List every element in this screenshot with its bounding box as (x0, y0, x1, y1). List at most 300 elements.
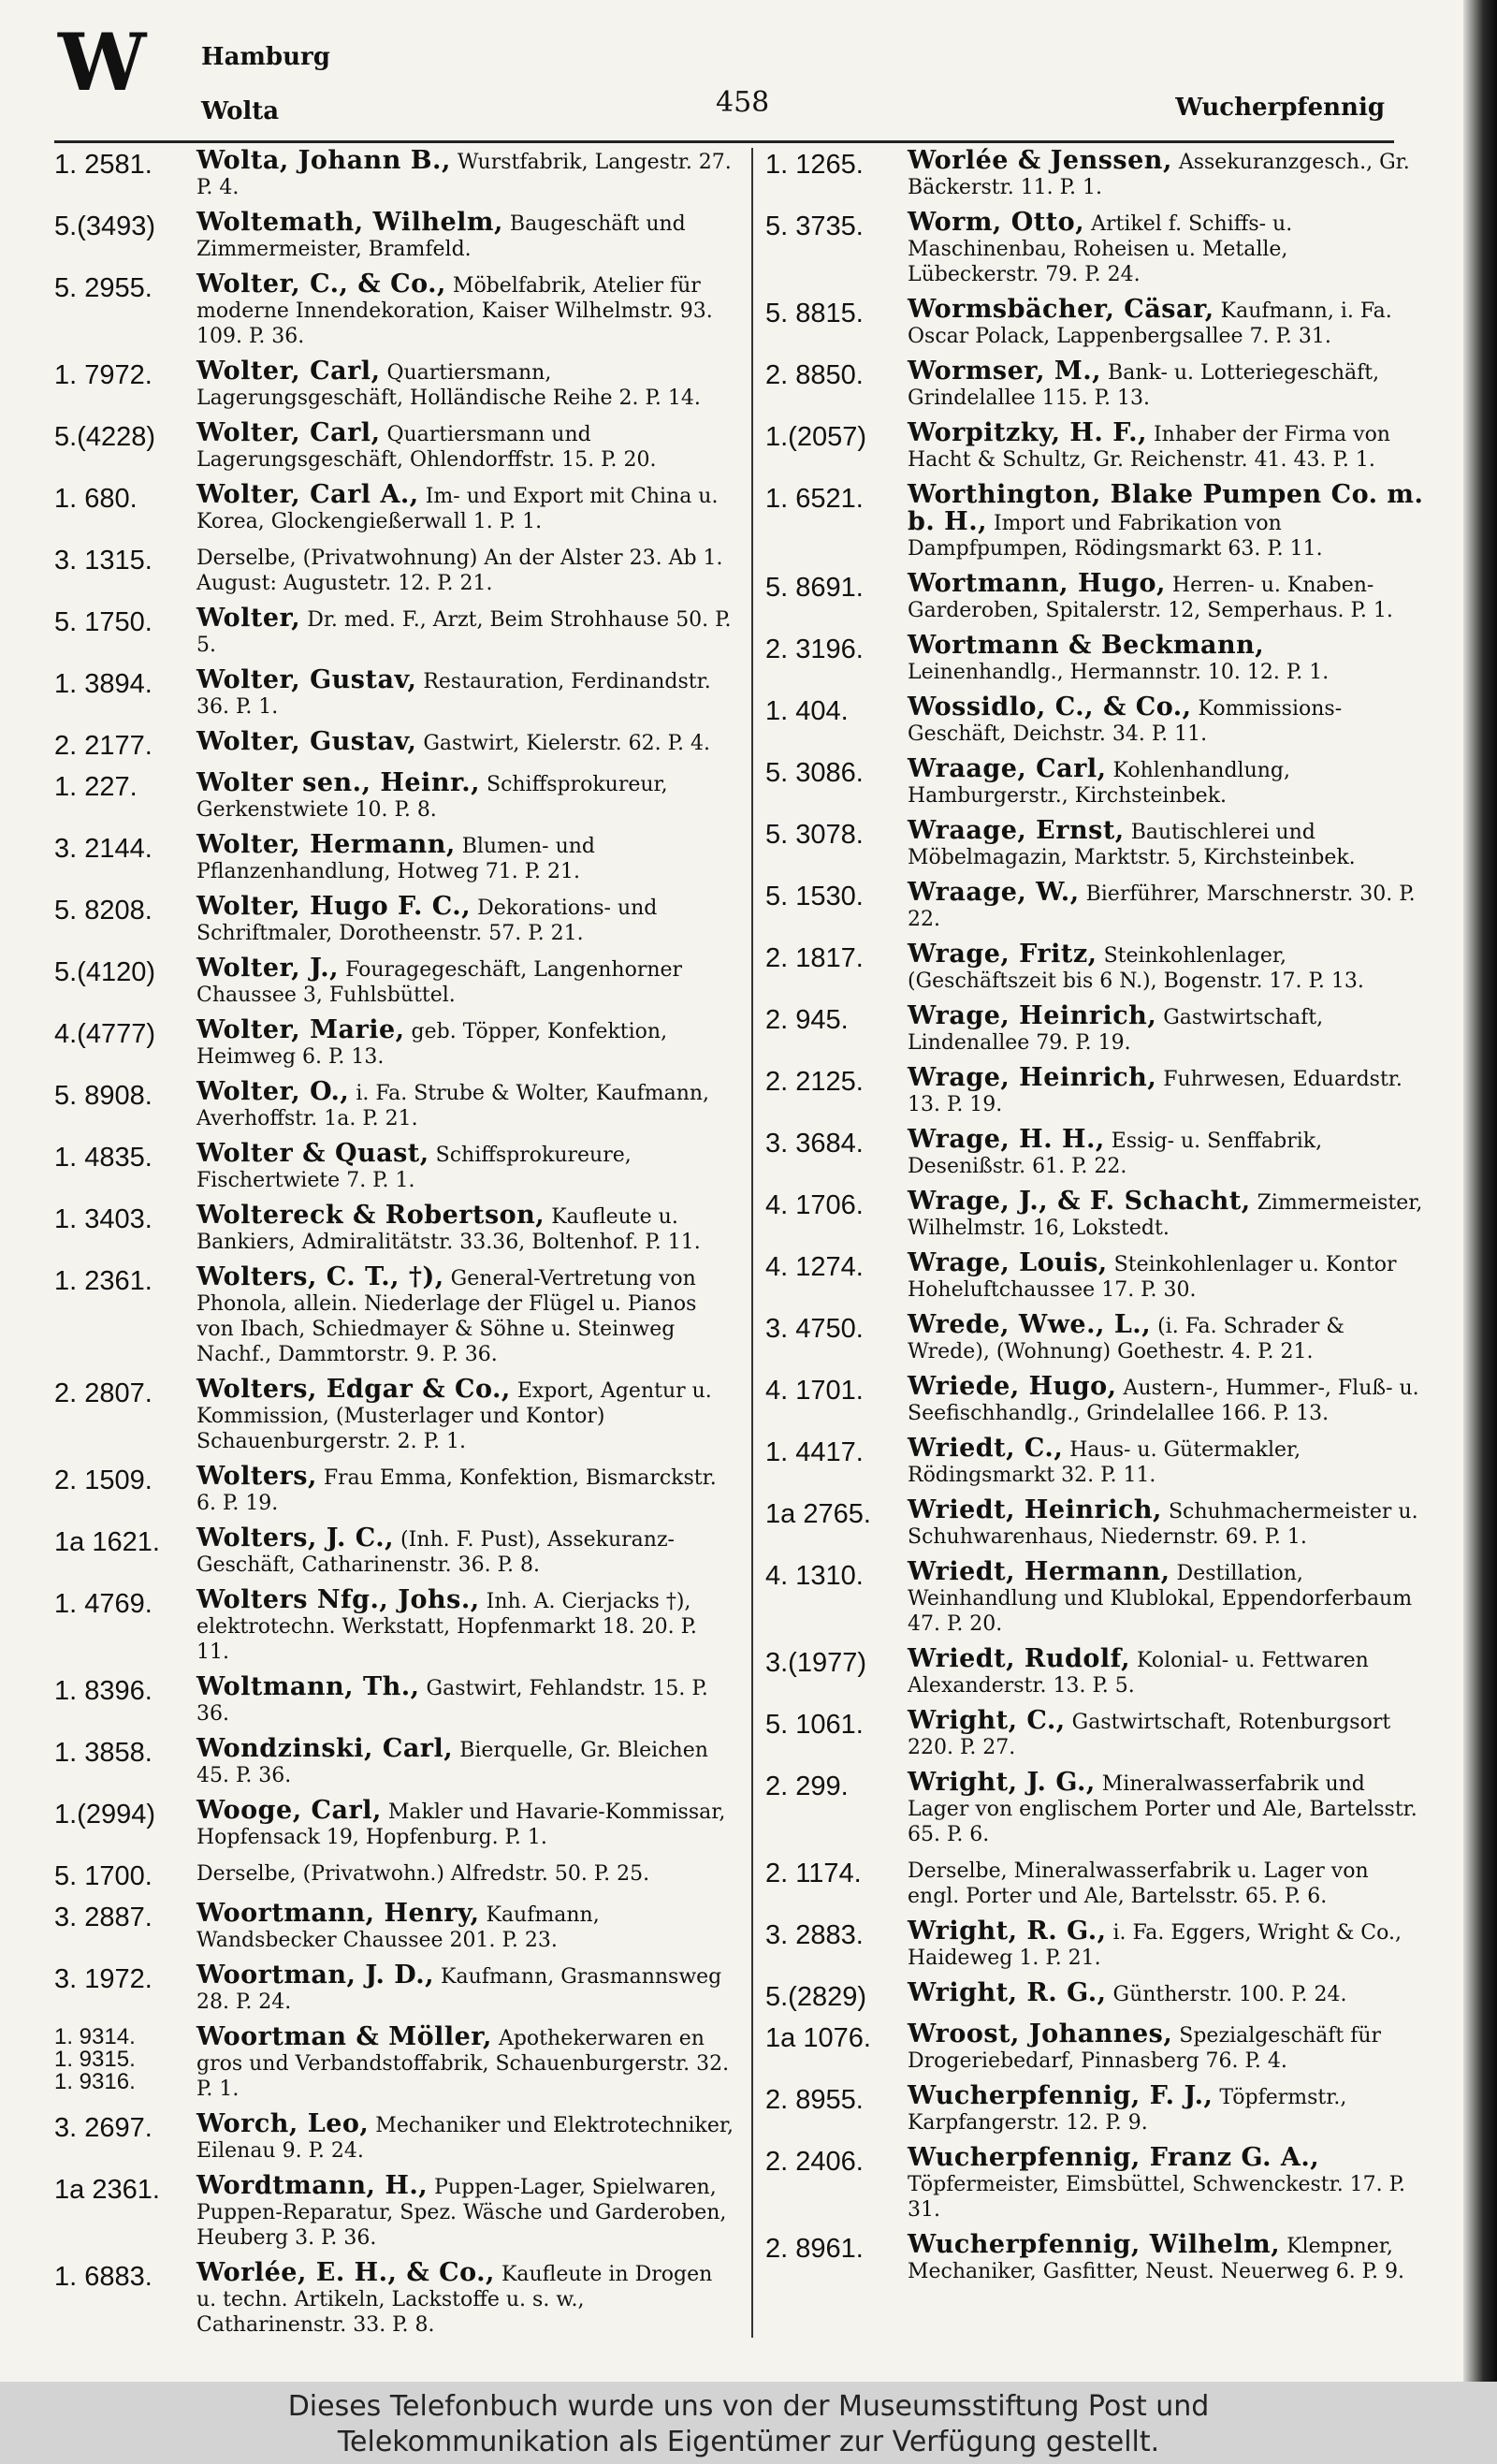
entry-text (908, 1003, 1425, 1056)
directory-entry (765, 1770, 1425, 1847)
directory-entry (765, 1003, 1425, 1056)
entry-name: Wriedt, Hermann, (908, 1557, 1170, 1586)
entry-text (196, 955, 734, 1008)
entry-details: Fouragegeschäft, Langenhorner Chaussee 3, Fuhlsbüttel. (196, 958, 683, 1007)
page-edge-shadow (1463, 0, 1497, 2382)
phone-number: 1a 1621. (54, 1527, 160, 1557)
entry-text (196, 1798, 734, 1850)
entry-details: Quartiersmann und Lagerungsgeschäft, Ohlendorffstr. 15. P. 20. (196, 423, 657, 472)
entry-name: Wossidlo, C., & Co., (908, 693, 1192, 722)
entry-name: Worch, Leo, (196, 2109, 370, 2138)
entry-details: Artikel f. Schiffs- u. Maschinenbau, Roheisen u. Metalle, Lübeckerstr. 79. P. 24. (908, 212, 1293, 286)
phone-number: 1. 2361. (54, 1266, 153, 1296)
entry-text (196, 2260, 734, 2338)
footer-line-1: Dieses Telefonbuch wurde uns von der Museumsstiftung Post und (287, 2390, 1210, 2423)
entry-details: Apothekerwaren en gros und Verbandstoffabrik, Schauenburgerstr. 32. P. 1. (196, 2027, 730, 2101)
entry-name: Woltereck & Robertson, (196, 1201, 545, 1230)
entry-text (908, 1250, 1425, 1303)
phone-number: 1. 3858. (54, 1738, 153, 1768)
phone-number: 3. 2697. (54, 2113, 153, 2143)
directory-entry (54, 2173, 734, 2251)
entry-details: Zimmermeister, Wilhelmstr. 16, Lokstedt. (908, 1191, 1423, 1240)
entry-text (196, 210, 734, 262)
entry-details: Makler und Havarie-Kommissar, Hopfensack 19, Hopfenburg. P. 1. (196, 1801, 726, 1849)
entry-text (196, 148, 734, 200)
entry-details: Inhaber der Firma von Hacht & Schultz, Gr. Reichenstr. 41. 43. P. 1. (908, 423, 1390, 472)
entry-text (908, 2145, 1425, 2223)
directory-entry (765, 1708, 1425, 1760)
entry-name: Wooge, Carl, (196, 1796, 382, 1825)
entry-name: Worlée, E. H., & Co., (196, 2258, 495, 2287)
entry-name: Wrage, Fritz, (908, 940, 1097, 969)
entry-details: Essig- u. Senffabrik, Desenißstr. 61. P. 22. (908, 1130, 1323, 1178)
entry-details: Fuhrwesen, Eduardstr. 13. P. 19. (908, 1068, 1403, 1116)
phone-number: 2. 1817. (765, 943, 864, 973)
entry-name: Wraage, Ernst, (908, 816, 1125, 845)
entry-details: Kommissions-Geschäft, Deichstr. 34. P. 11. (908, 697, 1343, 746)
entry-details: Gastwirt, Kielerstr. 62. P. 4. (416, 732, 710, 755)
entry-text (908, 633, 1425, 685)
entry-text (908, 1436, 1425, 1488)
phone-number: 5. 1530. (765, 882, 864, 911)
entry-text (908, 482, 1425, 561)
entry-name: Wriedt, Rudolf, (908, 1644, 1131, 1673)
phone-number: 2. 2177. (54, 731, 153, 761)
phone-number: 4. 1701. (765, 1376, 864, 1406)
entry-text (196, 1901, 734, 1953)
entry-text (908, 1559, 1425, 1637)
entry-text (196, 1017, 734, 1070)
entry-text (908, 1918, 1425, 1971)
entry-text (908, 756, 1425, 809)
entry-name: Worpitzky, H. F., (908, 418, 1147, 447)
phone-number: 1. 4769. (54, 1589, 153, 1619)
phone-number: 1. 8396. (54, 1676, 153, 1706)
entry-name: Wraage, W., (908, 878, 1080, 907)
entry-text (196, 1736, 734, 1788)
entry-text (196, 1674, 734, 1727)
entry-name: Wordtmann, H., (196, 2171, 429, 2200)
phone-number: 3. 1972. (54, 1964, 153, 1994)
entry-details: Kaufleute in Drogen u. techn. Artikeln, Lackstoffe u. s. w., Catharinenstr. 33. P. 8. (196, 2263, 713, 2337)
entry-text (196, 1203, 734, 1255)
directory-entry (54, 544, 734, 596)
phone-number: 1. 2581. (54, 150, 153, 180)
entry-name: Wondzinski, Carl, (196, 1734, 454, 1763)
entry-details: Steinkohlenlager, (Geschäftszeit bis 6 N.), Bogenstr. 17. P. 13. (908, 944, 1364, 993)
entry-details: (Inh. F. Pust), Assekuranz-Geschäft, Catharinenstr. 36. P. 8. (196, 1528, 675, 1577)
directory-entry (54, 770, 734, 823)
entry-text (196, 1525, 734, 1578)
entry-text (908, 1188, 1425, 1241)
entry-text (196, 605, 734, 658)
phone-number: 4. 1274. (765, 1252, 864, 1282)
directory-entry (765, 297, 1425, 349)
phone-number: 2. 1509. (54, 1465, 153, 1495)
entry-details: Inh. A. Cierjacks †), elektrotechn. Werkstatt, Hopfenmarkt 18. 20. P. 11. (196, 1590, 697, 1664)
entry-details: Güntherstr. 100. P. 24. (1106, 1983, 1347, 2006)
phone-number: 1. 4835. (54, 1143, 153, 1173)
directory-entry (54, 1674, 734, 1727)
entry-name: Wright, R. G., (908, 1917, 1107, 1946)
entry-details: Dekorations- und Schriftmaler, Dorotheenstr. 57. P. 21. (196, 897, 658, 945)
directory-entry (765, 941, 1425, 994)
phone-number: 5. 3078. (765, 820, 864, 850)
entry-details: Wurstfabrik, Langestr. 27. P. 4. (196, 151, 732, 199)
phone-number: 2. 299. (765, 1771, 849, 1801)
header-city: Hamburg (201, 43, 330, 71)
entry-name: Wolter, (196, 604, 301, 633)
footer-notice (0, 2382, 1497, 2464)
directory-entry (54, 1736, 734, 1788)
entry-name: Wolter, Hugo F. C., (196, 892, 472, 921)
phone-number: 5.(3493) (54, 211, 156, 241)
entry-text (196, 894, 734, 946)
directory-entry (765, 1374, 1425, 1426)
entry-name: Wolter, Carl, (196, 418, 381, 447)
entry-name: Wrage, J., & F. Schacht, (908, 1187, 1251, 1216)
directory-entry (765, 571, 1425, 623)
entry-name: Wrede, Wwe., L., (908, 1310, 1152, 1339)
entry-name: Wolter, Gustav, (196, 665, 417, 694)
page-number: 458 (716, 86, 770, 119)
entry-text (908, 2232, 1425, 2284)
entry-details: Baugeschäft und Zimmermeister, Bramfeld. (196, 212, 686, 261)
entry-details: Kolonial- u. Fettwaren Alexanderstr. 13. P. 5. (908, 1649, 1369, 1698)
phone-number: 1.(2057) (765, 422, 867, 452)
directory-entry (765, 1857, 1425, 1909)
directory-entry (54, 729, 734, 761)
directory-entry (54, 605, 734, 658)
entry-text (908, 148, 1425, 200)
directory-entry (765, 2021, 1425, 2074)
entry-details: Klempner, Mechaniker, Gasfitter, Neust. Neuerweg 6. P. 9. (908, 2235, 1404, 2283)
entry-text (908, 210, 1425, 287)
entry-details: Derselbe, (Privatwohnung) An der Alster 23. Ab 1. August: Augustetr. 12. P. 21. (196, 547, 723, 595)
phone-number: 5. 3735. (765, 211, 864, 241)
phone-number: 1. 9314. 1. 9315. 1. 9316. (54, 2024, 136, 2094)
entry-name: Wolta, Johann B., (196, 146, 451, 175)
directory-entry (765, 694, 1425, 747)
entry-name: Wolters, J. C., (196, 1524, 395, 1553)
entry-text (196, 1859, 734, 1891)
entry-details: Mechaniker und Elektrotechniker, Eilenau 9. P. 24. (196, 2114, 734, 2163)
entry-details: Kohlenhandlung, Hamburgerstr., Kirchsteinbek. (908, 759, 1291, 808)
directory-entry (54, 1141, 734, 1193)
phone-number: 2. 2406. (765, 2147, 864, 2177)
phone-number: 1.(2994) (54, 1800, 156, 1830)
entry-details: geb. Töpper, Konfektion, Heimweg 6. P. 13. (196, 1020, 668, 1069)
entry-text (908, 1646, 1425, 1699)
directory-entry (54, 1079, 734, 1131)
entry-name: Wucherpfennig, Franz G. A., (908, 2143, 1320, 2172)
phone-number: 2. 945. (765, 1005, 849, 1035)
directory-entry (765, 1127, 1425, 1179)
directory-entry (765, 880, 1425, 932)
entry-details: Import und Fabrikation von Dampfpumpen, Rödingsmarkt 63. P. 11. (908, 512, 1323, 561)
entry-name: Woortmann, Henry, (196, 1899, 480, 1928)
phone-number: 1. 7972. (54, 360, 153, 390)
directory-entry (765, 633, 1425, 685)
phone-number: 2. 8850. (765, 360, 864, 390)
entry-details: Schuhmachermeister u. Schuhwarenhaus, Niedernstr. 69. P. 1. (908, 1500, 1418, 1549)
entry-text (908, 941, 1425, 994)
entry-details: Töpfermstr., Karpfangerstr. 12. P. 9. (908, 2086, 1347, 2135)
entry-details: Herren- u. Knaben-Garderoben, Spitalerstr. 12, Semperhaus. P. 1. (908, 574, 1393, 622)
phone-number: 3. 1315. (54, 546, 153, 576)
entry-details: Frau Emma, Konfektion, Bismarckstr. 6. P. 19. (196, 1466, 717, 1515)
phone-number: 3. 3684. (765, 1129, 864, 1159)
phone-number: 5. 1750. (54, 607, 153, 637)
entry-details: Schiffsprokureure, Fischertwiete 7. P. 1. (196, 1144, 632, 1192)
entry-name: Wriede, Hugo, (908, 1372, 1117, 1401)
directory-entry (54, 210, 734, 262)
phone-number: 3. 2883. (765, 1920, 864, 1950)
entry-text (196, 1377, 734, 1454)
entry-name: Woltmann, Th., (196, 1672, 420, 1701)
directory-entry (54, 2260, 734, 2338)
entry-name: Wolter, O., (196, 1077, 350, 1106)
entry-name: Wolter, Marie, (196, 1015, 405, 1044)
entry-text (908, 297, 1425, 349)
directory-entry (765, 1436, 1425, 1488)
entry-name: Wolter, Carl, (196, 357, 381, 386)
directory-entry (765, 148, 1425, 200)
directory-entry (54, 1377, 734, 1454)
phone-number: 5. 3086. (765, 758, 864, 788)
entry-name: Worthington, Blake Pumpen Co. m. b. H., (908, 480, 1424, 536)
directory-entry (765, 1497, 1425, 1550)
entry-name: Wraage, Carl, (908, 754, 1107, 783)
phone-number: 2. 2125. (765, 1067, 864, 1097)
entry-details: Derselbe, (Privatwohn.) Alfredstr. 50. P. 25. (196, 1862, 650, 1886)
directory-entry (765, 482, 1425, 561)
entry-text (196, 271, 734, 349)
entry-name: Wormsbächer, Cäsar, (908, 295, 1214, 324)
directory-entry (54, 1017, 734, 1070)
directory-entry (54, 1203, 734, 1255)
directory-entry (765, 756, 1425, 809)
directory-entry (765, 210, 1425, 287)
directory-entry (54, 1798, 734, 1850)
entry-name: Wucherpfennig, Wilhelm, (908, 2230, 1281, 2259)
entry-name: Wrage, Heinrich, (908, 1001, 1157, 1030)
phone-number: 1. 227. (54, 772, 138, 802)
entry-text (908, 571, 1425, 623)
entry-name: Wroost, Johannes, (908, 2019, 1173, 2048)
entry-text (196, 1464, 734, 1516)
phone-number: 3. 4750. (765, 1314, 864, 1344)
entry-details: Destillation, Weinhandlung und Klublokal, Eppendorferbaum 47. P. 20. (908, 1562, 1413, 1636)
entry-text (908, 1065, 1425, 1117)
entry-name: Wolter, C., & Co., (196, 270, 446, 299)
phone-number: 2. 3196. (765, 634, 864, 664)
entry-details: Bierführer, Marschnerstr. 30. P. 22. (908, 882, 1416, 931)
entry-name: Wolter, Gustav, (196, 727, 417, 756)
entry-details: Kaufmann, Wandsbecker Chaussee 201. P. 23. (196, 1903, 600, 1952)
phone-number: 3. 2887. (54, 1903, 153, 1932)
entry-text (196, 358, 734, 411)
entry-text (196, 2111, 734, 2164)
entry-text (196, 2173, 734, 2251)
entry-details: Im- und Export mit China u. Korea, Glockengießerwall 1. P. 1. (196, 485, 719, 533)
phone-number: 4. 1310. (765, 1561, 864, 1591)
directory-entry (54, 1587, 734, 1665)
phone-number: 1. 680. (54, 484, 138, 514)
entry-name: Worlée & Jenssen, (908, 146, 1172, 175)
directory-entry (54, 420, 734, 473)
entry-name: Wriedt, C., (908, 1434, 1064, 1463)
directory-entry (54, 1464, 734, 1516)
entry-name: Woltemath, Wilhelm, (196, 208, 503, 237)
entry-details: Quartiersmann, Lagerungsgeschäft, Holländische Reihe 2. P. 14. (196, 361, 701, 410)
directory-entry (54, 1859, 734, 1891)
entry-details: Haus- u. Gütermakler, Rödingsmarkt 32. P. 11. (908, 1438, 1301, 1487)
directory-entry (54, 148, 734, 200)
entry-name: Wolters Nfg., Johs., (196, 1585, 480, 1614)
entry-text (196, 832, 734, 884)
phone-number: 1a 2361. (54, 2175, 160, 2205)
header-first-entry: Wolta (201, 97, 280, 125)
directory-entry (54, 1962, 734, 2015)
entry-name: Wolter, Hermann, (196, 830, 456, 859)
directory-entry (765, 1250, 1425, 1303)
directory-entry (765, 2083, 1425, 2136)
entry-details: General-Vertretung von Phonola, allein. Niederlage der Flügel u. Pianos von Ibach, Schiedmayer & Söhne u. Steinweg Nachf., Dammtorstr. 9. P. 36. (196, 1267, 697, 1366)
phone-number: 2. 1174. (765, 1859, 862, 1888)
entry-details: Restauration, Ferdinandstr. 36. P. 1. (196, 670, 711, 719)
entry-details: Gastwirt, Fehlandstr. 15. P. 36. (196, 1677, 708, 1726)
phone-number: 5. 1700. (54, 1861, 153, 1891)
directory-entry (765, 420, 1425, 473)
entry-details: i. Fa. Eggers, Wright & Co., Haideweg 1. P. 21. (908, 1921, 1402, 1970)
entry-details: Blumen- und Pflanzenhandlung, Hotweg 71. P. 21. (196, 835, 595, 883)
section-letter: W (58, 16, 147, 109)
phone-number: 2. 8961. (765, 2234, 864, 2264)
entry-details: Töpfermeister, Eimsbüttel, Schwenckestr. 17. P. 31. (908, 2173, 1405, 2222)
entry-text (908, 2021, 1425, 2074)
phone-number: 5.(4228) (54, 422, 156, 452)
left-column (54, 148, 734, 2338)
entry-text (908, 358, 1425, 411)
phone-number: 4. 1706. (765, 1190, 864, 1220)
entry-text (908, 1980, 1425, 2012)
entry-text (908, 1374, 1425, 1426)
page-header (0, 0, 1460, 140)
directory-entry (765, 358, 1425, 411)
entry-text (196, 544, 734, 596)
entry-name: Wright, C., (908, 1706, 1066, 1735)
entry-text (908, 1312, 1425, 1364)
entry-name: Wolters, C. T., †), (196, 1262, 444, 1291)
entry-details: Bank- u. Lotteriegeschäft, Grindelallee 115. P. 13. (908, 361, 1380, 410)
directory-entry (765, 1646, 1425, 1699)
entry-details: Steinkohlenlager u. Kontor Hoheluftchaussee 17. P. 30. (908, 1253, 1397, 1302)
phone-number: 5. 1061. (765, 1710, 864, 1740)
phone-number: 1. 6521. (765, 484, 864, 514)
directory-entry (765, 2232, 1425, 2284)
entry-name: Wolter & Quast, (196, 1139, 429, 1168)
entry-text (908, 2083, 1425, 2136)
entry-text (196, 667, 734, 720)
directory-entry (54, 1525, 734, 1578)
phone-number: 1. 404. (765, 696, 849, 726)
entry-details: Spezialgeschäft für Drogeriebedarf, Pinnasberg 76. P. 4. (908, 2024, 1382, 2073)
phone-number: 5.(2829) (765, 1982, 867, 2012)
entry-text (196, 2024, 734, 2102)
right-column (765, 148, 1425, 2338)
footer-line-2: Telekommunikation als Eigentümer zur Verfügung gestellt. (337, 2426, 1160, 2458)
phone-number: 5. 8208. (54, 896, 153, 926)
entry-text (908, 1497, 1425, 1550)
entry-name: Wrage, Louis, (908, 1248, 1108, 1277)
entry-name: Wolters, Edgar & Co., (196, 1375, 511, 1404)
entry-text (196, 1141, 734, 1193)
phone-number: 5. 8691. (765, 573, 864, 603)
column-divider (751, 148, 753, 2338)
phone-number: 5. 8908. (54, 1081, 153, 1111)
header-last-entry: Wucherpfennig (1175, 94, 1385, 122)
phone-number: 5.(4120) (54, 957, 156, 987)
phone-number: 1. 6883. (54, 2262, 153, 2292)
entry-name: Wortmann & Beckmann, (908, 631, 1265, 660)
entry-details: Puppen-Lager, Spielwaren, Puppen-Reparatur, Spez. Wäsche und Garderoben, Heuberg 3. P. 36. (196, 2176, 727, 2250)
directory-entry (765, 1559, 1425, 1637)
entry-text (196, 1079, 734, 1131)
directory-entry (765, 1188, 1425, 1241)
phone-number: 1. 3403. (54, 1204, 153, 1234)
entry-details: Kaufmann, i. Fa. Oscar Polack, Lappenbergsallee 7. P. 31. (908, 299, 1392, 348)
entry-details: Gastwirtschaft, Lindenallee 79. P. 19. (908, 1006, 1324, 1055)
entry-details: Möbelfabrik, Atelier für moderne Innendekoration, Kaiser Wilhelmstr. 93. 109. P. 36. (196, 274, 713, 348)
entry-text (908, 1127, 1425, 1179)
entry-details: Export, Agentur u. Kommission, (Musterlager und Kontor) Schauenburgerstr. 2. P. 1. (196, 1379, 712, 1453)
entry-name: Wortmann, Hugo, (908, 569, 1166, 598)
directory-entry (54, 2111, 734, 2164)
directory-entry (54, 358, 734, 411)
entry-text (196, 1264, 734, 1367)
entry-name: Wright, J. G., (908, 1768, 1096, 1797)
entry-details: Derselbe, Mineralwasserfabrik u. Lager von engl. Porter und Ale, Bartelsstr. 65. P. 6. (908, 1859, 1369, 1908)
entry-details: Bautischlerei und Möbelmagazin, Marktstr. 5, Kirchsteinbek. (908, 821, 1356, 869)
phone-number: 1a 2765. (765, 1499, 871, 1529)
entry-name: Wolters, (196, 1462, 317, 1491)
entry-text (196, 770, 734, 823)
entry-name: Woortman, J. D., (196, 1961, 435, 1990)
phone-number: 5. 8815. (765, 299, 864, 328)
entry-text (908, 1857, 1425, 1909)
entry-details: Schiffsprokureur, Gerkenstwiete 10. P. 8. (196, 773, 668, 822)
directory-entry (54, 894, 734, 946)
entry-name: Wrage, Heinrich, (908, 1063, 1157, 1092)
entry-text (908, 818, 1425, 870)
entry-details: i. Fa. Strube & Wolter, Kaufmann, Averhoffstr. 1a. P. 21. (196, 1082, 710, 1130)
entry-name: Wucherpfennig, F. J., (908, 2081, 1214, 2110)
directory-entry (54, 955, 734, 1008)
directory-entry (54, 1901, 734, 1953)
phone-number: 1. 4417. (765, 1437, 864, 1467)
entry-name: Wriedt, Heinrich, (908, 1495, 1162, 1524)
phone-number: 2. 8955. (765, 2085, 864, 2115)
entry-details: Bierquelle, Gr. Bleichen 45. P. 36. (196, 1739, 708, 1787)
header-rule (54, 140, 1394, 143)
entry-name: Woortman & Möller, (196, 2022, 492, 2051)
entry-details: Gastwirtschaft, Rotenburgsort 220. P. 27. (908, 1711, 1391, 1759)
entry-name: Wolter, J., (196, 954, 340, 983)
entry-name: Wolter, Carl A., (196, 480, 419, 509)
entry-text (196, 1962, 734, 2015)
entry-text (908, 694, 1425, 747)
